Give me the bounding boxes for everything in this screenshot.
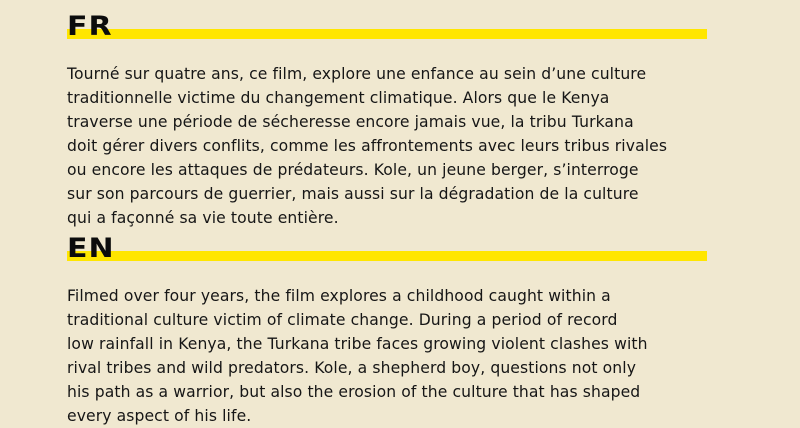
french-synopsis (67, 62, 707, 230)
french-heading-block (67, 12, 707, 42)
english-section (67, 234, 707, 428)
text-line: doit gérer divers conflits, comme les affrontements avec leurs tribus rivales (67, 137, 668, 155)
text-line: traditionnelle victime du changement climatique. Alors que le Kenya (67, 89, 610, 107)
text-line: Filmed over four years, the film explores a childhood caught within a (67, 287, 611, 305)
text-line: low rainfall in Kenya, the Turkana tribe faces growing violent clashes with (67, 335, 648, 353)
text-line: qui a façonné sa vie toute entière. (67, 209, 339, 227)
french-section (67, 12, 707, 230)
text-line: sur son parcours de guerrier, mais aussi sur la dégradation de la culture (67, 185, 639, 203)
english-synopsis (67, 284, 707, 428)
english-heading: EN (67, 232, 115, 264)
english-highlight-bar (67, 251, 707, 261)
english-heading-block (67, 234, 707, 264)
french-heading: FR (67, 10, 113, 42)
text-line: traditional culture victim of climate change. During a period of record (67, 311, 618, 329)
text-line: ou encore les attaques de prédateurs. Kole, un jeune berger, s’interroge (67, 161, 639, 179)
text-line: traverse une période de sécheresse encore jamais vue, la tribu Turkana (67, 113, 634, 131)
text-line: rival tribes and wild predators. Kole, a shepherd boy, questions not only (67, 359, 637, 377)
text-line: his path as a warrior, but also the erosion of the culture that has shaped (67, 383, 641, 401)
text-line: Tourné sur quatre ans, ce film, explore une enfance au sein d’une culture (67, 65, 647, 83)
french-highlight-bar (67, 29, 707, 39)
text-line: every aspect of his life. (67, 407, 252, 425)
